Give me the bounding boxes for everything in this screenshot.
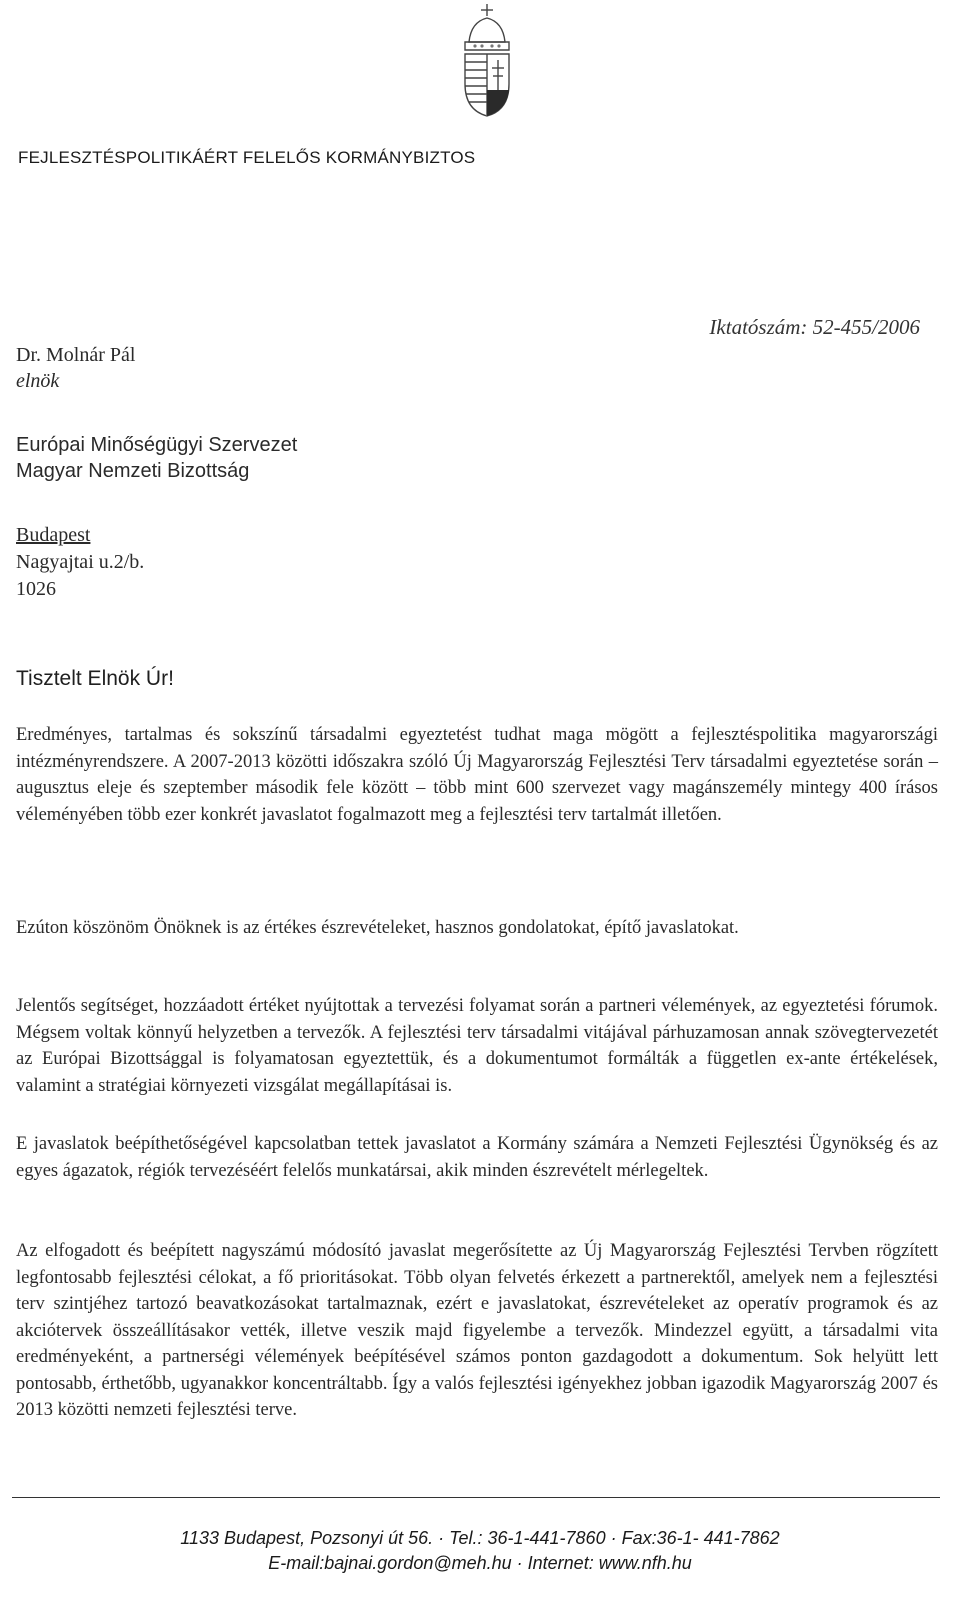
salutation: Tisztelt Elnök Úr! — [16, 667, 174, 690]
footer-contact: E-mail:bajnai.gordon@meh.hu · Internet: www.nfh.hu — [268, 1553, 692, 1573]
coat-of-arms-icon — [455, 2, 519, 120]
recipient-org-committee: Magyar Nemzeti Bizottság — [16, 460, 250, 482]
reference-number: Iktatószám: 52-455/2006 — [709, 315, 920, 339]
letter-paragraph-2: Ezúton köszönöm Önöknek is az értékes észrevételeket, hasznos gondolatokat, építő javaslatokat. — [16, 918, 739, 938]
recipient-postcode: 1026 — [16, 578, 56, 600]
office-title: FEJLESZTÉSPOLITIKÁÉRT FELELŐS KORMÁNYBIZTOS — [18, 148, 476, 167]
footer-divider — [12, 1497, 940, 1498]
letter-paragraph-5: Az elfogadott és beépített nagyszámú módosító javaslat megerősítette az Új Magyarország Fejlesztési Tervben rögzített legfontosabb fejlesztési célokat, a fő prioritásokat. Több olyan felvetés érkezett a partnerektől, amelyek nem a fejlesztési terv szintjéhez tartozó beavatkozásokat tartalmaznak, ezért e javaslatokat, észrevételeket az operatív programok és az akciótervek összeállításakor vették, illetve veszik majd figyelembe a tervezők. Mindezzel együtt, a társadalmi vita eredményeként, a partnerségi vélemények beépítésével számos ponton gazdagodott a dokumentum. Sok helyütt lett pontosabb, érthetőbb, ugyanakkor koncentráltabb. Így a valós fejlesztési igényekhez jobban igazodik Magyarország 2007 és 2013 közötti nemzeti fejlesztési terve. — [16, 1241, 938, 1420]
letter-paragraph-1: Eredményes, tartalmas és sokszínű társadalmi egyeztetést tudhat maga mögött a fejlesztéspolitika magyarországi intézményrendszere. A 2007-2013 közötti időszakra szóló Új Magyarország Fejlesztési Terv társadalmi egyeztetése során – augusztus eleje és szeptember második fele között – több mint 600 szervezet vagy magánszemély mintegy 400 írásos véleményében több ezer konkrét javaslatot fogalmazott meg a fejlesztési terv tartalmát illetően. — [16, 725, 938, 825]
recipient-city: Budapest — [16, 524, 91, 546]
letter-paragraph-3: Jelentős segítséget, hozzáadott értéket nyújtottak a tervezési folyamat során a partneri vélemények, az egyeztetési fórumok. Mégsem voltak könnyű helyzetben a tervezők. A fejlesztési terv társadalmi vitájával párhuzamosan annak szövegtervezetét az Európai Bizottsággal is folyamatosan egyeztettük, és a dokumentumot formálták a független ex-ante értékelések, valamint a stratégiai környezeti vizsgálat megállapításai is. — [16, 996, 938, 1096]
footer-address: 1133 Budapest, Pozsonyi út 56. · Tel.: 36-1-441-7860 · Fax:36-1- 441-7862 — [180, 1528, 780, 1548]
letter-paragraph-4: E javaslatok beépíthetőségével kapcsolatban tettek javaslatot a Kormány számára a Nemzeti Fejlesztési Ügynökség és az egyes ágazatok, régiók tervezéséért felelős munkatársai, akik minden észrevételt mérlegeltek. — [16, 1134, 938, 1181]
recipient-name: Dr. Molnár Pál — [16, 344, 136, 366]
recipient-street: Nagyajtai u.2/b. — [16, 551, 145, 573]
recipient-title: elnök — [16, 370, 60, 392]
recipient-org: Európai Minőségügyi Szervezet — [16, 434, 298, 456]
